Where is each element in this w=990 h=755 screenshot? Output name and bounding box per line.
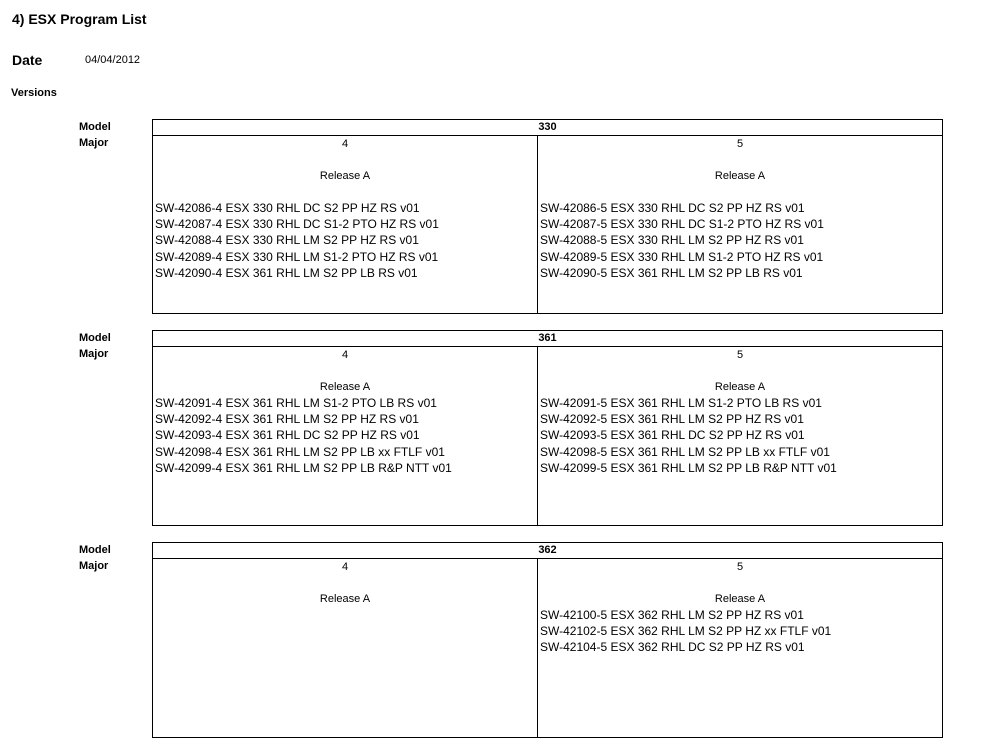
release-label: Release A (319, 170, 371, 182)
major-column (537, 558, 943, 738)
model-number-cell: 330 (152, 119, 943, 136)
major-label: Major (79, 348, 109, 360)
program-item: SW-42089-4 ESX 330 RHL LM S1-2 PTO HZ RS v01 (155, 249, 439, 264)
release-label: Release A (319, 593, 371, 605)
model-label: Model (79, 121, 111, 133)
program-item: SW-42091-5 ESX 361 RHL LM S1-2 PTO LB RS v01 (540, 396, 822, 410)
model-label: Model (79, 332, 111, 344)
program-item: SW-42086-5 ESX 330 RHL DC S2 PP HZ RS v01 (540, 201, 805, 215)
program-item: SW-42092-4 ESX 361 RHL LM S2 PP HZ RS v01 (155, 412, 419, 427)
versions-label: Versions (11, 87, 57, 99)
program-item: SW-42092-5 ESX 361 RHL LM S2 PP HZ RS v01 (540, 412, 804, 427)
major-number: 5 (736, 561, 744, 573)
major-label: Major (79, 560, 109, 572)
program-list (155, 200, 439, 281)
release-label: Release A (714, 381, 766, 393)
major-number: 5 (736, 349, 744, 361)
major-label: Major (79, 137, 109, 149)
major-number: 5 (736, 138, 744, 150)
model-number-cell: 361 (152, 330, 943, 347)
release-label: Release A (319, 381, 371, 393)
program-list (540, 200, 824, 281)
program-item: SW-42099-5 ESX 361 RHL LM S2 PP LB R&P NTT v01 (540, 460, 837, 475)
major-number: 4 (341, 138, 349, 150)
program-list (540, 395, 837, 476)
model-label: Model (79, 544, 111, 556)
program-item: SW-42093-4 ESX 361 RHL DC S2 PP HZ RS v01 (155, 428, 420, 443)
program-item: SW-42098-4 ESX 361 RHL LM S2 PP LB xx FTLF v01 (155, 444, 445, 459)
program-item: SW-42104-5 ESX 362 RHL DC S2 PP HZ RS v01 (540, 640, 805, 655)
program-item: SW-42089-5 ESX 330 RHL LM S1-2 PTO HZ RS v01 (540, 249, 824, 264)
program-item: SW-42102-5 ESX 362 RHL LM S2 PP HZ xx FTLF v01 (540, 624, 832, 639)
model-number-cell: 362 (152, 542, 943, 559)
program-item: SW-42099-4 ESX 361 RHL LM S2 PP LB R&P NTT v01 (155, 460, 452, 475)
program-item: SW-42098-5 ESX 361 RHL LM S2 PP LB xx FTLF v01 (540, 444, 830, 459)
program-list (540, 607, 831, 656)
program-item: SW-42088-5 ESX 330 RHL LM S2 PP HZ RS v01 (540, 233, 804, 248)
program-item: SW-42093-5 ESX 361 RHL DC S2 PP HZ RS v01 (540, 428, 805, 443)
major-number: 4 (341, 561, 349, 573)
date-label: Date (12, 52, 43, 68)
program-item: SW-42087-4 ESX 330 RHL DC S1-2 PTO HZ RS v01 (155, 217, 439, 232)
major-number: 4 (341, 349, 349, 361)
major-column (537, 346, 943, 526)
program-item: SW-42088-4 ESX 330 RHL LM S2 PP HZ RS v01 (155, 233, 419, 248)
major-column (152, 346, 538, 526)
program-item: SW-42090-4 ESX 361 RHL LM S2 PP LB RS v01 (155, 265, 418, 280)
release-label: Release A (714, 593, 766, 605)
program-item: SW-42086-4 ESX 330 RHL DC S2 PP HZ RS v01 (155, 201, 420, 215)
page-title: 4) ESX Program List (12, 11, 147, 27)
program-item: SW-42091-4 ESX 361 RHL LM S1-2 PTO LB RS v01 (155, 396, 437, 410)
program-item: SW-42090-5 ESX 361 RHL LM S2 PP LB RS v01 (540, 265, 803, 280)
release-label: Release A (714, 170, 766, 182)
program-item: SW-42087-5 ESX 330 RHL DC S1-2 PTO HZ RS v01 (540, 217, 824, 232)
major-column (152, 135, 538, 314)
major-column (152, 558, 538, 738)
program-item: SW-42100-5 ESX 362 RHL LM S2 PP HZ RS v01 (540, 608, 804, 622)
date-value: 04/04/2012 (85, 54, 141, 66)
major-column (537, 135, 943, 314)
program-list (155, 395, 452, 476)
